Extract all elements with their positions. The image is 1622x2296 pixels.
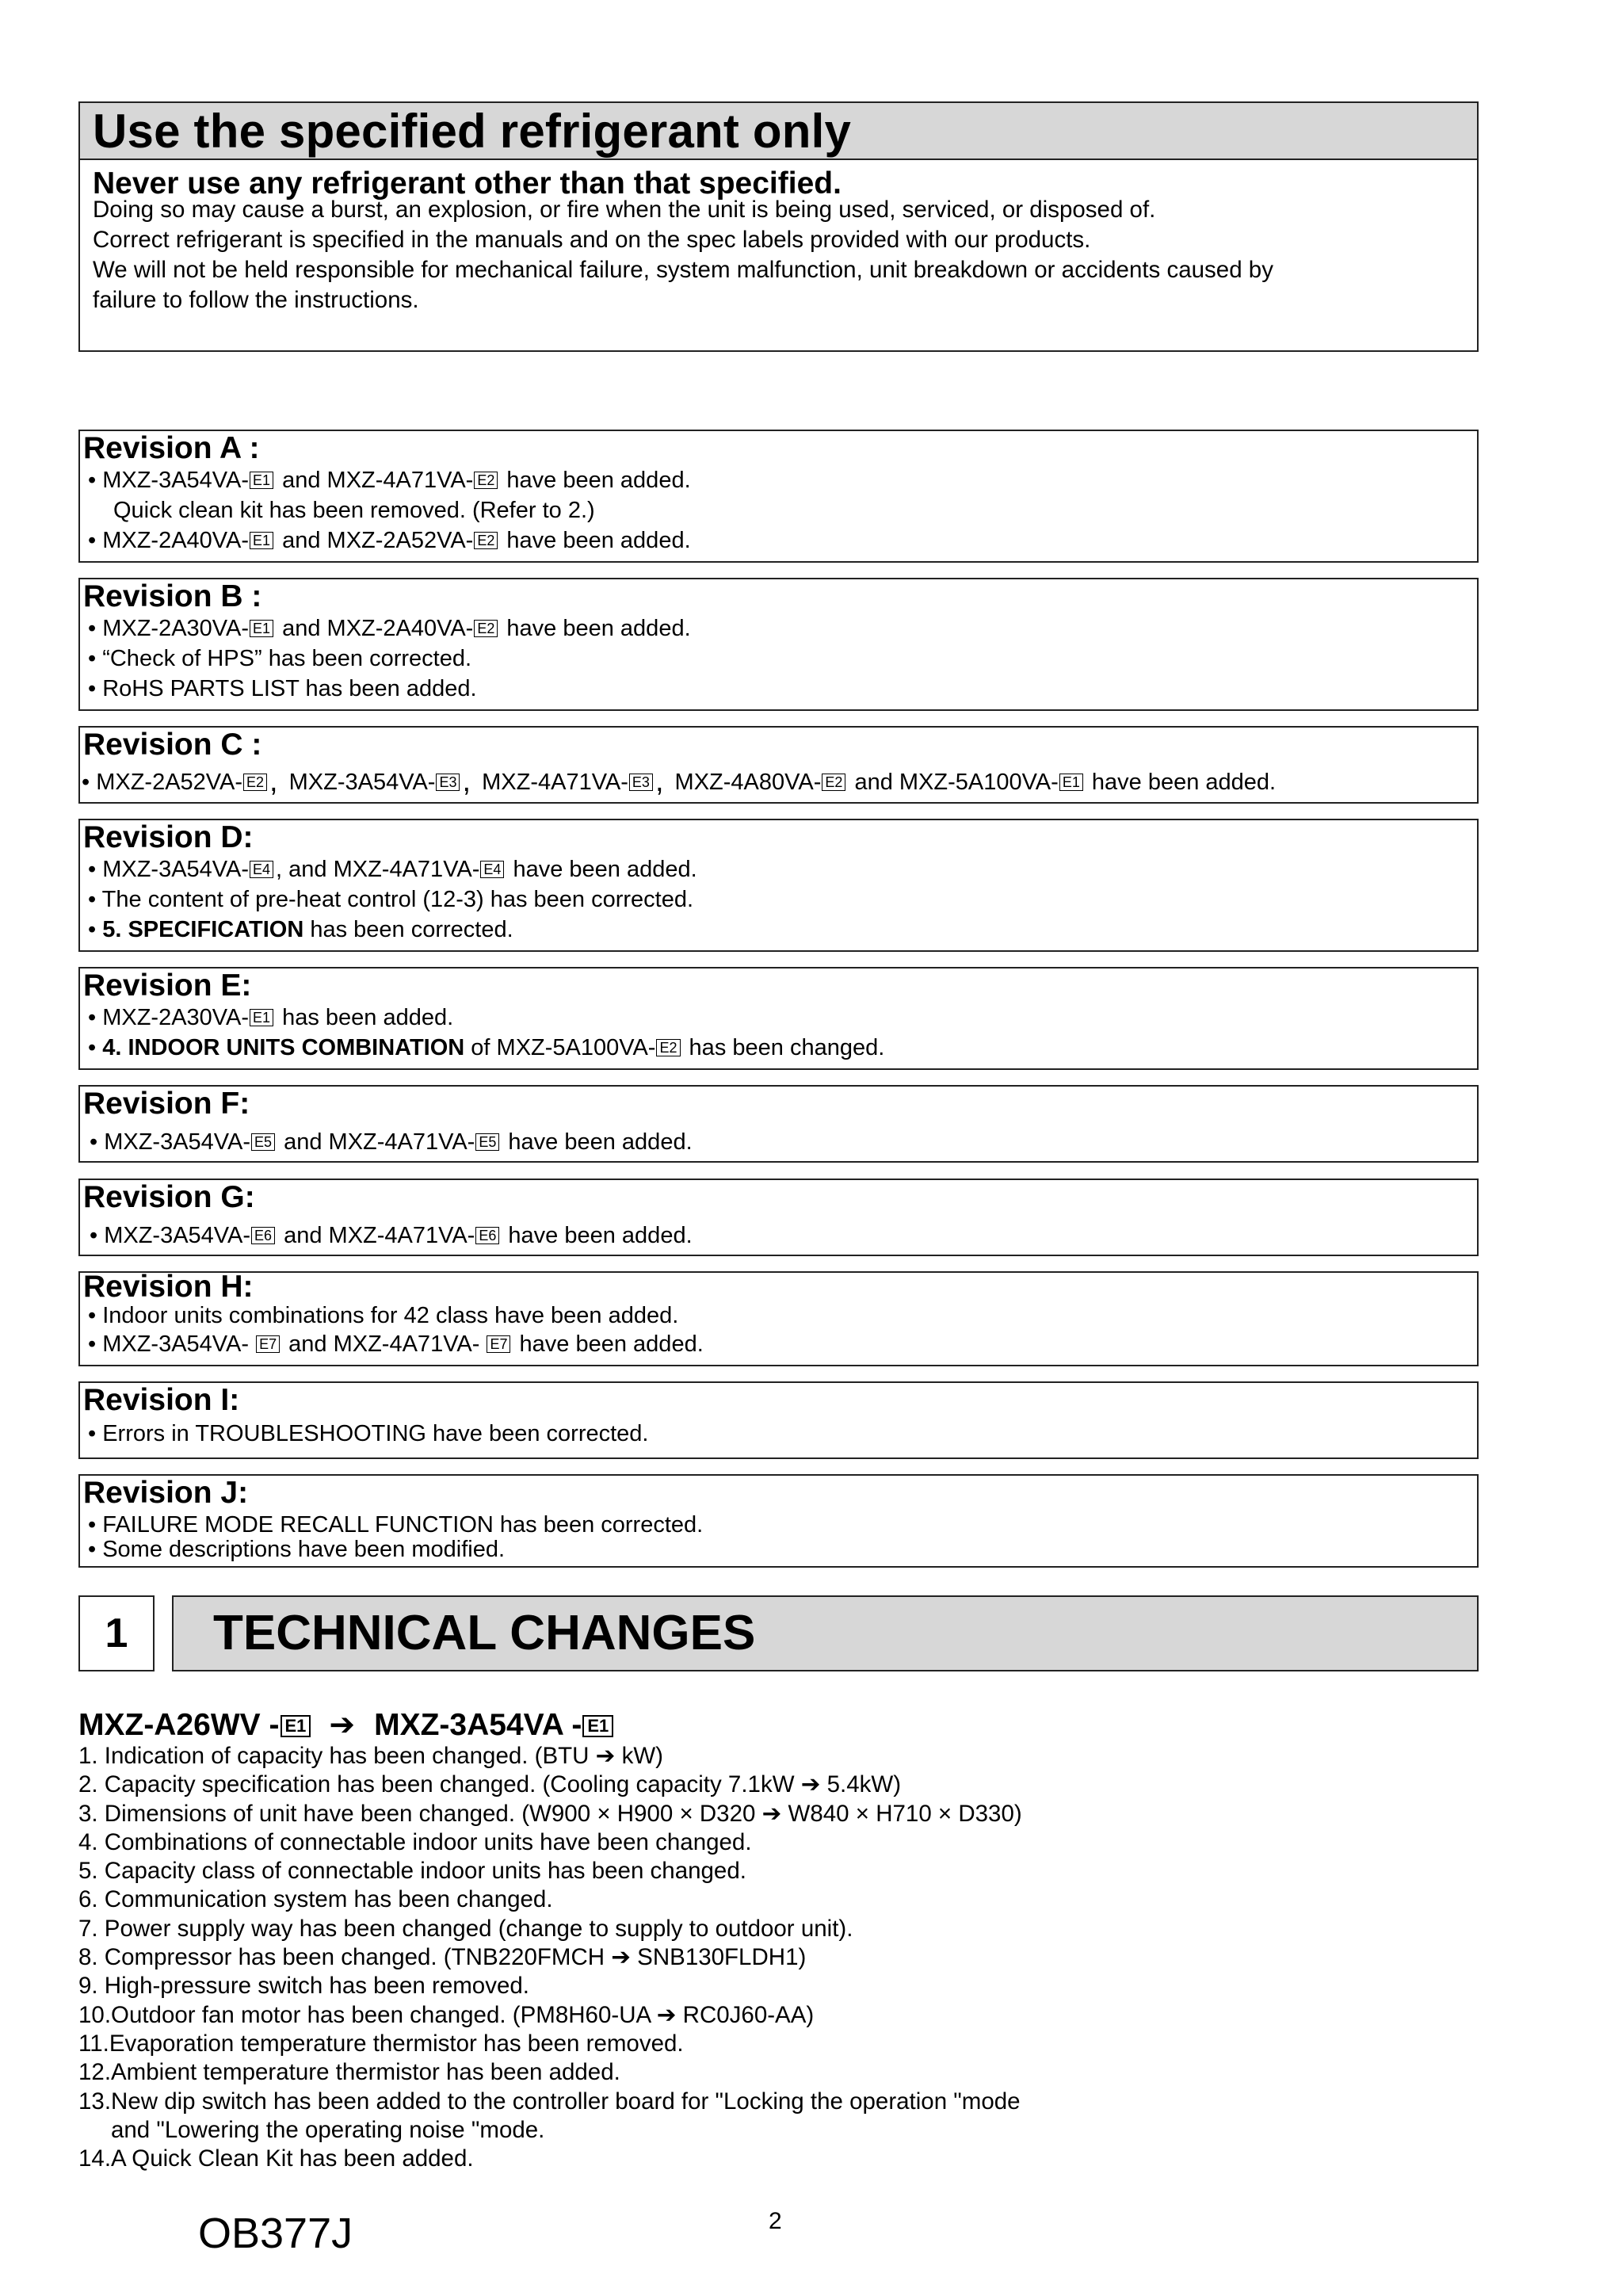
revision-d-title: Revision D: (83, 820, 254, 854)
revision-i-box (78, 1381, 1479, 1459)
revision-b-title: Revision B : (83, 579, 262, 613)
revision-e-box (78, 967, 1479, 1070)
list-item: 6. Communication system has been changed. (78, 1886, 553, 1913)
list-item: 4. Combinations of connectable indoor units have been changed. (78, 1828, 752, 1855)
model-tag: E1 (582, 1715, 613, 1737)
revision-d-box (78, 819, 1479, 952)
arrow-right-icon: ➔ (329, 1708, 356, 1742)
refrigerant-warning-box (78, 101, 1479, 352)
model-tag: E6 (251, 1227, 275, 1244)
revision-g-box (78, 1179, 1479, 1256)
model-tag: E2 (474, 472, 498, 489)
list-item: and "Lowering the operating noise "mode. (78, 2116, 545, 2143)
list-item: 12.Ambient temperature thermistor has been added. (78, 2059, 620, 2086)
revision-h-title: Revision H: (83, 1270, 254, 1304)
revision-b-line-1: • MXZ-2A30VA- E1 and MXZ-2A40VA- E2 have been added. (88, 616, 691, 641)
model-tag: E7 (487, 1335, 510, 1353)
section-title: TECHNICAL CHANGES (172, 1595, 1479, 1671)
list-item: 14.A Quick Clean Kit has been added. (78, 2145, 474, 2172)
revision-h-box (78, 1271, 1479, 1366)
list-item: 3. Dimensions of unit have been changed. (W900 × H900 × D320 ➔ W840 × H710 × D330) (78, 1800, 1022, 1827)
warning-line: Correct refrigerant is specified in the manuals and on the spec labels provided with our products. (93, 227, 1091, 253)
model-tag: E2 (243, 774, 267, 791)
model-tag: E2 (656, 1039, 680, 1056)
model-tag: E5 (251, 1133, 275, 1151)
warning-line: failure to follow the instructions. (93, 287, 419, 313)
warning-title: Use the specified refrigerant only (80, 103, 1477, 160)
revision-f-title: Revision F: (83, 1087, 250, 1121)
list-item: 1. Indication of capacity has been changed. (BTU ➔ kW) (78, 1743, 664, 1769)
revision-f-box (78, 1085, 1479, 1163)
revision-b-line-3: • RoHS PARTS LIST has been added. (88, 676, 477, 701)
list-item: 8. Compressor has been changed. (TNB220FMCH ➔ SNB130FLDH1) (78, 1944, 807, 1971)
warning-line: We will not be held responsible for mechanical failure, system malfunction, unit breakdown or accidents caused by (93, 257, 1273, 283)
revision-e-line-2: • 4. INDOOR UNITS COMBINATION of MXZ-5A100VA- E2 has been changed. (88, 1035, 885, 1060)
list-item: 9. High-pressure switch has been removed. (78, 1973, 529, 2000)
model-tag: E1 (250, 1009, 273, 1026)
model-tag: E1 (1059, 774, 1083, 791)
technical-changes-list (78, 1742, 1022, 2173)
revision-j-title: Revision J: (83, 1476, 249, 1510)
list-item: 11.Evaporation temperature thermistor has been removed. (78, 2030, 684, 2057)
model-tag: E3 (629, 774, 653, 791)
revision-c-line-1: • MXZ-2A52VA- E2 , MXZ-3A54VA- E3 , MXZ-4A71VA- E3 , MXZ-4A80VA- E2 and MXZ-5A100VA- E1 have been added. (82, 765, 1277, 798)
model-tag: E2 (822, 774, 845, 791)
revision-c-box (78, 726, 1479, 804)
model-tag: E4 (250, 861, 273, 878)
revision-j-line-1: • FAILURE MODE RECALL FUNCTION has been corrected. (88, 1512, 704, 1538)
revision-a-title: Revision A : (83, 431, 260, 465)
model-tag: E1 (250, 532, 273, 549)
warning-line: Doing so may cause a burst, an explosion, or fire when the unit is being used, serviced, or disposed of. (93, 197, 1156, 223)
model-tag: E5 (475, 1133, 499, 1151)
list-item: 13.New dip switch has been added to the controller board for "Locking the operation "mode (78, 2088, 1021, 2115)
model-tag: E6 (475, 1227, 499, 1244)
list-item: 2. Capacity specification has been changed. (Cooling capacity 7.1kW ➔ 5.4kW) (78, 1771, 902, 1798)
revision-j-box (78, 1474, 1479, 1568)
revision-a-line-2: Quick clean kit has been removed. (Refer to 2.) (113, 498, 595, 523)
revision-h-line-1: • Indoor units combinations for 42 class have been added. (88, 1303, 679, 1328)
model-to: MXZ-3A54VA - (374, 1708, 582, 1742)
list-item: 10.Outdoor fan motor has been changed. (PM8H60-UA ➔ RC0J60-AA) (78, 2001, 815, 2028)
revision-i-line-1: • Errors in TROUBLESHOOTING have been corrected. (88, 1421, 649, 1446)
model-tag: E1 (250, 472, 273, 489)
revision-d-line-2: • The content of pre-heat control (12-3) has been corrected. (88, 887, 694, 912)
revision-j-line-2: • Some descriptions have been modified. (88, 1537, 506, 1562)
revision-a-line-3: • MXZ-2A40VA- E1 and MXZ-2A52VA- E2 have been added. (88, 528, 691, 553)
list-item: 7. Power supply way has been changed (change to supply to outdoor unit). (78, 1915, 853, 1942)
model-tag: E2 (474, 532, 498, 549)
model-tag: E1 (281, 1715, 311, 1737)
revision-g-line-1: • MXZ-3A54VA- E6 and MXZ-4A71VA- E6 have been added. (90, 1223, 693, 1248)
warning-text (93, 195, 1273, 315)
page-number: 2 (769, 2208, 782, 2234)
revision-e-title: Revision E: (83, 968, 252, 1003)
revision-b-line-2: • “Check of HPS” has been corrected. (88, 646, 472, 671)
revision-a-line-1: • MXZ-3A54VA- E1 and MXZ-4A71VA- E2 have been added. (88, 468, 691, 493)
model-change-heading (78, 1706, 616, 1744)
revision-b-box (78, 578, 1479, 711)
revision-e-line-1: • MXZ-2A30VA- E1 has been added. (88, 1005, 454, 1030)
revision-d-line-1: • MXZ-3A54VA- E4 , and MXZ-4A71VA- E4 have been added. (88, 857, 697, 882)
revision-h-line-2: • MXZ-3A54VA- E7 and MXZ-4A71VA- E7 have been added. (88, 1331, 704, 1357)
revision-g-title: Revision G: (83, 1180, 255, 1214)
model-tag: E3 (436, 774, 460, 791)
revision-a-box (78, 430, 1479, 563)
model-tag: E2 (474, 620, 498, 637)
revision-f-line-1: • MXZ-3A54VA- E5 and MXZ-4A71VA- E5 have been added. (90, 1129, 693, 1155)
revision-d-line-3: • 5. SPECIFICATION has been corrected. (88, 917, 513, 942)
model-tag: E4 (480, 861, 504, 878)
document-code: OB377J (198, 2210, 353, 2257)
list-item: 5. Capacity class of connectable indoor units has been changed. (78, 1858, 746, 1885)
model-tag: E7 (256, 1335, 280, 1353)
section-number: 1 (78, 1595, 155, 1671)
warning-subtitle: Never use any refrigerant other than that specified. (93, 166, 842, 201)
model-tag: E1 (250, 620, 273, 637)
revision-i-title: Revision I: (83, 1383, 240, 1417)
revision-c-title: Revision C : (83, 728, 262, 762)
model-from: MXZ-A26WV - (78, 1708, 280, 1742)
